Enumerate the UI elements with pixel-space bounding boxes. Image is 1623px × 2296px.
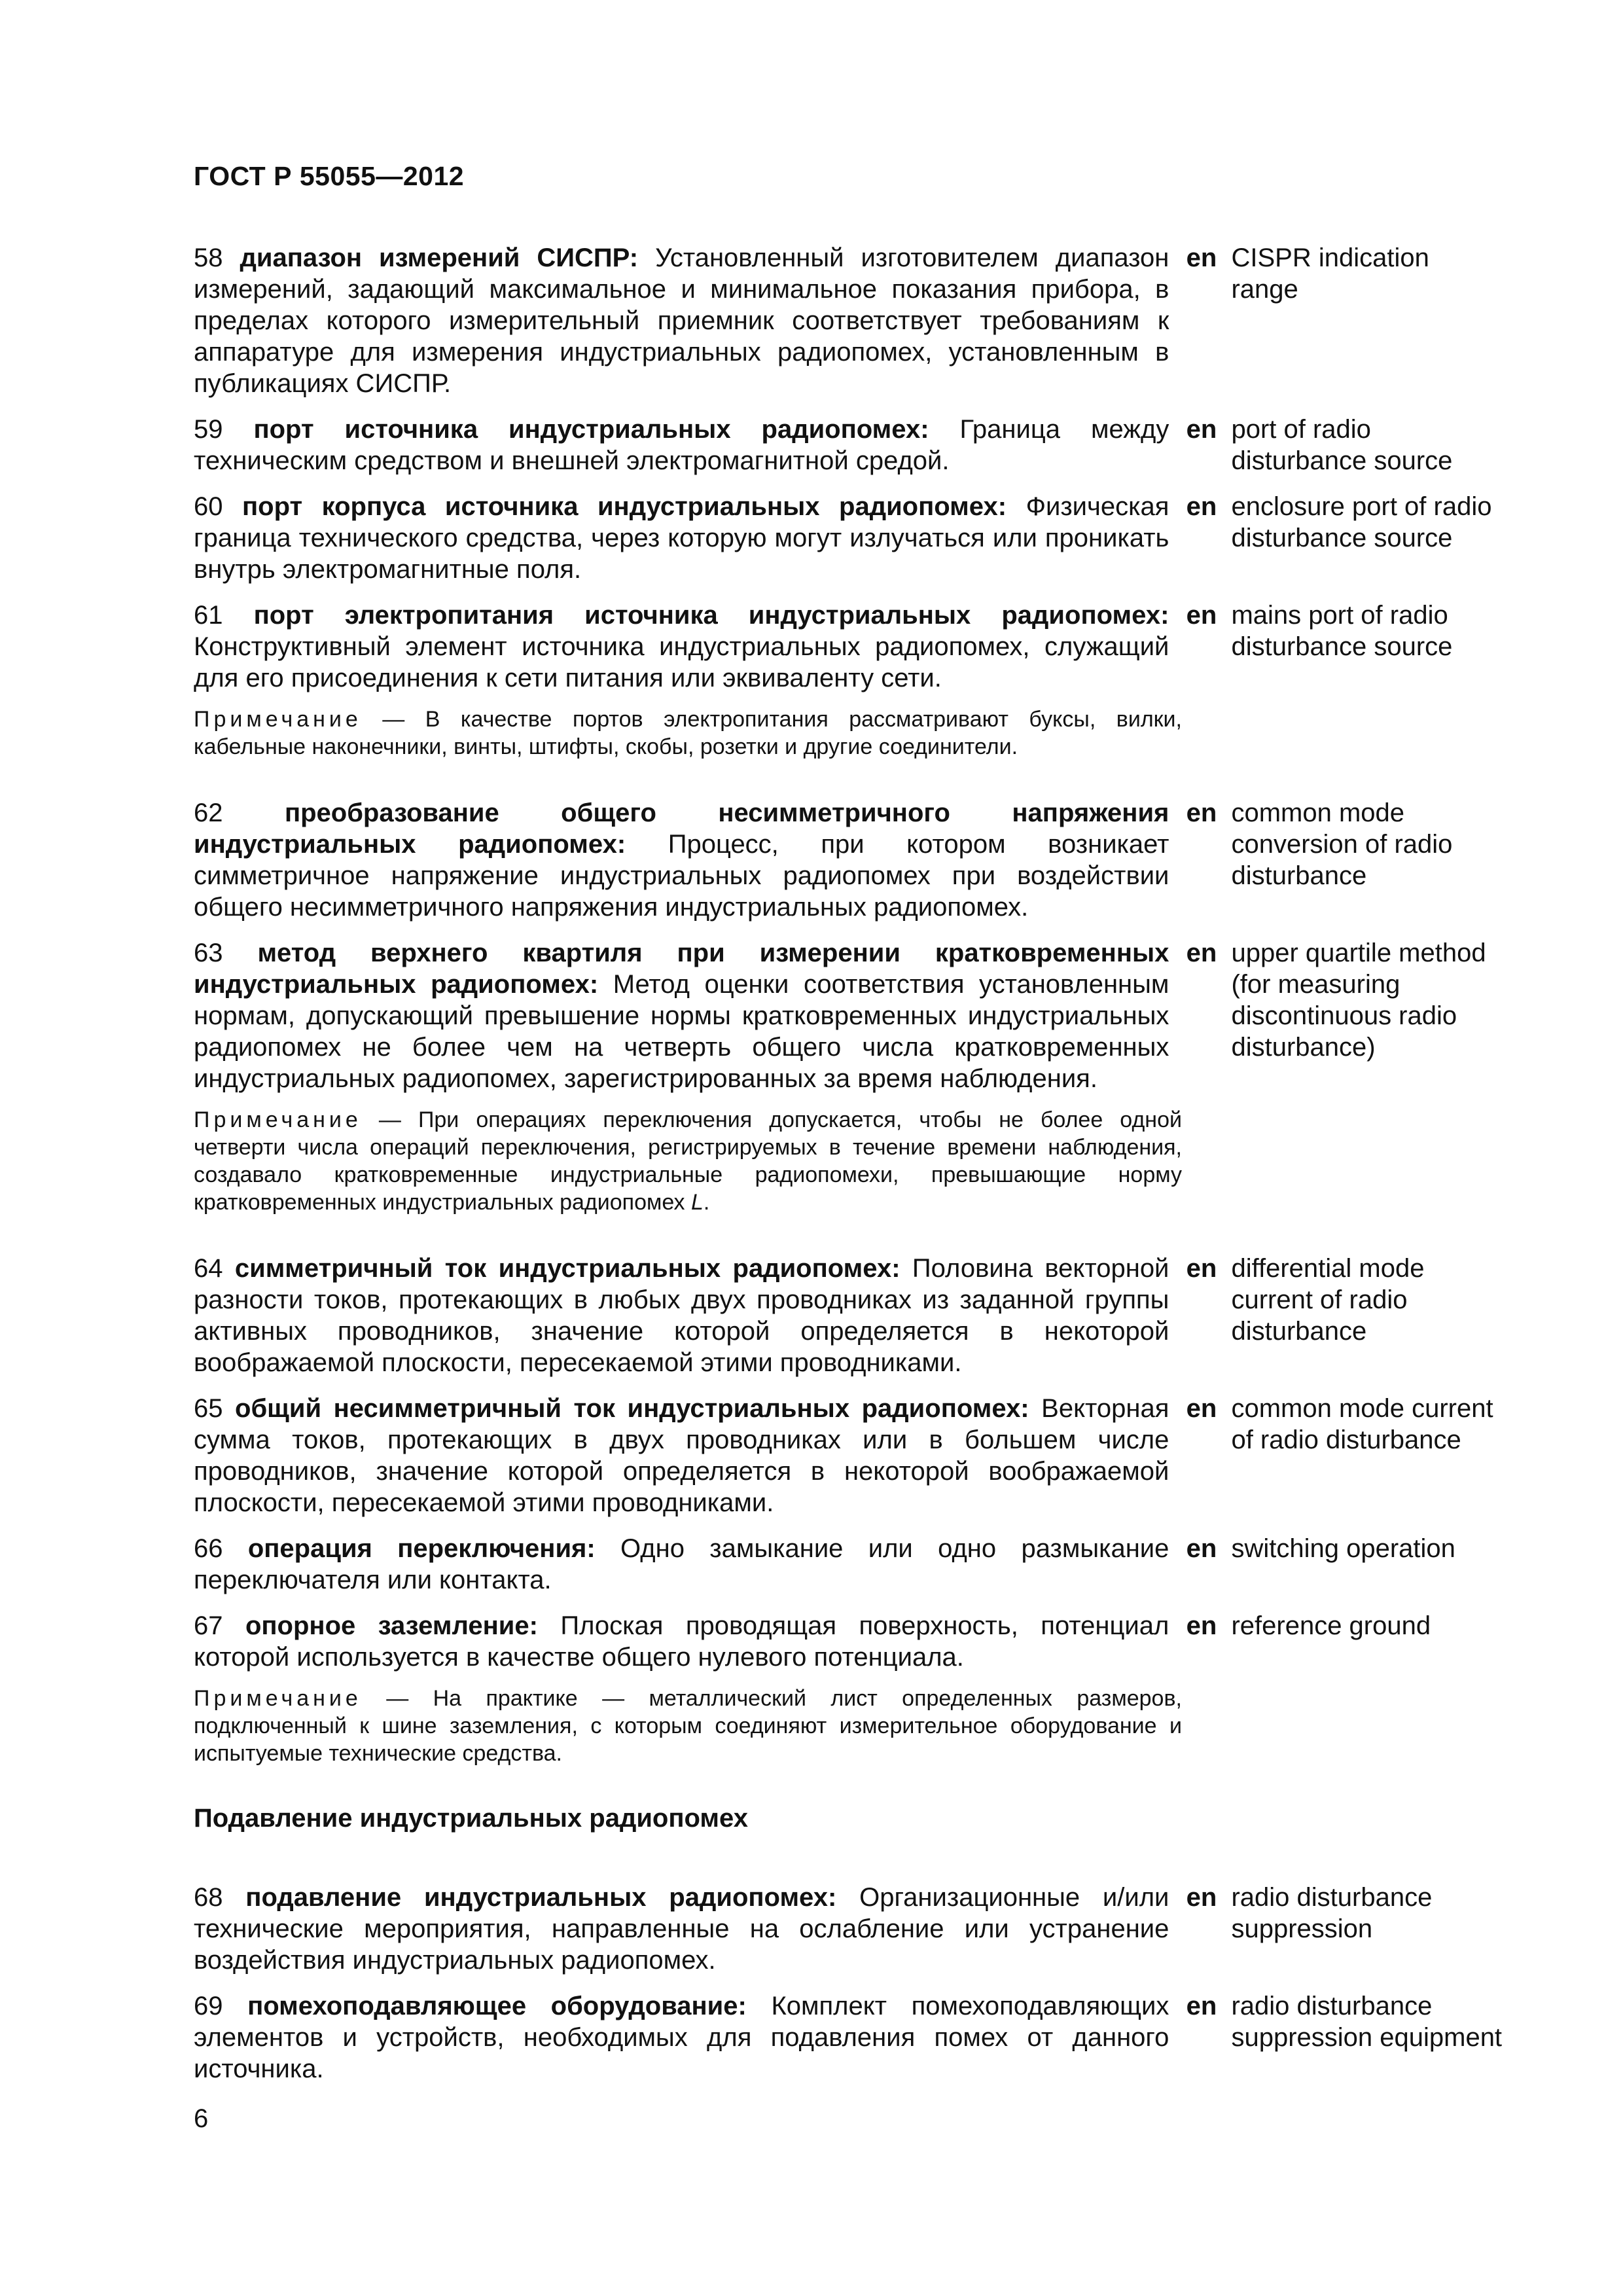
note-dash: — — [361, 707, 425, 732]
page-number: 6 — [194, 2104, 209, 2133]
language-code: en — [1186, 243, 1217, 272]
entry-number: 66 — [194, 1534, 223, 1563]
english-term: common mode conversion of radio disturbance — [1231, 798, 1453, 890]
entry-number: 60 — [194, 492, 223, 521]
term-list — [194, 242, 1503, 2099]
note-label: Примечание — [194, 1686, 362, 1711]
note-label: Примечание — [194, 1107, 362, 1132]
entry-definition: Половина векторной разности токов, протекающих в любых двух проводниках из заданной группы активных проводников, значение которой определяется в некоторой воображаемой плоскости, пересекаемой этими проводниками. — [194, 1254, 1169, 1377]
note-text: В качестве портов электропитания рассматривают буксы, вилки, кабельные наконечники, винты, штифты, скобы, розетки и другие соединители. — [194, 707, 1182, 759]
term-entry-69 — [194, 1990, 1503, 2085]
entry-term: порт корпуса источника индустриальных радиопомех: — [242, 492, 1007, 521]
entry-number: 65 — [194, 1394, 223, 1423]
entry-definition: Плоская проводящая поверхность, потенциал которой используется в качестве общего нулевого потенциала. — [194, 1611, 1169, 1672]
note-text: При операциях переключения допускается, чтобы не более одной четверти числа операций переключения, регистрируемых в течение времени наблюдения, создавало кратковременные индустриальные радиопомехи, превышающие норму кратковременных индустриальных радиопомех — [194, 1107, 1182, 1215]
entry-number: 68 — [194, 1883, 223, 1912]
english-term: radio disturbance suppression equipment — [1231, 1992, 1503, 2052]
note-text: На практике — металлический лист определенных размеров, подключенный к шине заземления, с которым соединяют измерительное оборудование и испытуемые технические средства. — [194, 1686, 1182, 1766]
note-61 — [194, 706, 1182, 761]
note-label: Примечание — [194, 707, 362, 732]
language-code: en — [1186, 939, 1217, 967]
entry-definition: Метод оценки соответствия установленным нормам, допускающий превышение нормы кратковременных индустриальных радиопомех не более чем на четверть общего числа кратковременных индустриальных радиопомех, зарегистрированных за время наблюдения. — [194, 970, 1169, 1093]
entry-definition: Комплект помехоподавляющих элементов и устройств, необходимых для подавления помех от данного источника. — [194, 1992, 1169, 2083]
language-code: en — [1186, 415, 1217, 444]
term-entry-61 — [194, 600, 1503, 694]
language-code: en — [1186, 1254, 1217, 1283]
note-symbol: L — [690, 1190, 704, 1215]
english-term: switching operation — [1231, 1534, 1455, 1563]
entry-definition: Установленный изготовителем диапазон измерений, задающий максимальное и минимальное показания прибора, в пределах которого измерительный приемник соответствует требованиям к аппаратуре для измерения индустриальных радиопомех, установленным в публикациях СИСПР. — [194, 243, 1169, 398]
note-dash: — — [361, 1686, 433, 1711]
entry-number: 62 — [194, 798, 223, 827]
language-code: en — [1186, 1992, 1217, 2020]
entry-number: 61 — [194, 601, 223, 630]
language-code: en — [1186, 492, 1217, 521]
entry-term: диапазон измерений СИСПР: — [240, 243, 639, 272]
entry-term: симметричный ток индустриальных радиопомех: — [234, 1254, 901, 1283]
entry-definition: Одно замыкание или одно размыкание переключателя или контакта. — [194, 1534, 1169, 1594]
entry-term: порт электропитания источника индустриальных радиопомех: — [253, 601, 1169, 630]
english-term: upper quartile method (for measuring discontinuous radio disturbance) — [1231, 939, 1486, 1062]
english-term: CISPR indication range — [1231, 243, 1429, 304]
language-code: en — [1186, 1611, 1217, 1640]
language-code: en — [1186, 1534, 1217, 1563]
entry-definition: Физическая граница технического средства, через которую могут излучаться или проникать внутрь электромагнитные поля. — [194, 492, 1169, 584]
term-entry-64 — [194, 1253, 1503, 1378]
entry-number: 59 — [194, 415, 223, 444]
note-63: Примечание — При операциях переключения допускается, чтобы не более одной четверти числа операций переключения, регистрируемых в течение времени наблюдения, создавало кратковременные индустриальные радиопомехи, превышающие норму кратковременных индустриальных радиопомех L. — [194, 1107, 1182, 1215]
entry-term: подавление индустриальных радиопомех: — [245, 1883, 837, 1912]
note-67 — [194, 1685, 1182, 1767]
term-entry-65 — [194, 1393, 1503, 1518]
entry-number: 64 — [194, 1254, 223, 1283]
english-term: radio disturbance suppression — [1231, 1883, 1433, 1943]
entry-term: общий несимметричный ток индустриальных радиопомех: — [235, 1394, 1029, 1423]
entry-definition: Конструктивный элемент источника индустриальных радиопомех, служащий для его присоединения к сети питания или эквиваленту сети. — [194, 632, 1169, 692]
language-code: en — [1186, 1883, 1217, 1912]
language-code: en — [1186, 601, 1217, 630]
english-term: differential mode current of radio disturbance — [1231, 1254, 1425, 1346]
term-entry-67 — [194, 1610, 1503, 1673]
note-dash: — — [361, 1107, 418, 1132]
document-header: ГОСТ Р 55055—2012 — [194, 161, 465, 191]
term-entry-66 — [194, 1533, 1503, 1596]
entry-number: 69 — [194, 1992, 223, 2020]
entry-number: 67 — [194, 1611, 223, 1640]
term-entry-62 — [194, 797, 1503, 923]
entry-term: операция переключения: — [247, 1534, 596, 1563]
language-code: en — [1186, 798, 1217, 827]
entry-definition: Векторная сумма токов, протекающих в двух проводниках или в большем числе проводников, значение которой определяется в некоторой воображаемой плоскости, пересекаемой этими проводниками. — [194, 1394, 1169, 1517]
entry-definition: Организационные и/или технические мероприятия, направленные на ослабление или устранение воздействия индустриальных радиопомех. — [194, 1883, 1169, 1975]
entry-term: порт источника индустриальных радиопомех: — [253, 415, 929, 444]
entry-term: метод верхнего квартиля при измерении кратковременных индустриальных радиопомех: — [194, 939, 1169, 999]
term-entry-58 — [194, 242, 1503, 399]
entry-definition: Граница между техническим средством и внешней электромагнитной средой. — [194, 415, 1169, 475]
entry-definition: Процесс, при котором возникает симметричное напряжение индустриальных радиопомех при воздействии общего несимметричного напряжения индустриальных радиопомех. — [194, 830, 1169, 922]
english-term: mains port of radio disturbance source — [1231, 601, 1453, 661]
english-term: enclosure port of radio disturbance source — [1231, 492, 1492, 552]
term-entry-68 — [194, 1882, 1503, 1976]
term-entry-60 — [194, 491, 1503, 585]
term-entry-63 — [194, 937, 1503, 1094]
english-term: port of radio disturbance source — [1231, 415, 1453, 475]
section-heading: Подавление индустриальных радиопомех — [194, 1804, 748, 1833]
entry-number: 63 — [194, 939, 223, 967]
term-entry-59 — [194, 414, 1503, 476]
entry-number: 58 — [194, 243, 223, 272]
entry-term: опорное заземление: — [245, 1611, 538, 1640]
entry-term: преобразование общего несимметричного напряжения индустриальных радиопомех: — [194, 798, 1169, 859]
entry-term: помехоподавляющее оборудование: — [247, 1992, 747, 2020]
english-term: common mode current of radio disturbance — [1231, 1394, 1493, 1454]
language-code: en — [1186, 1394, 1217, 1423]
english-term: reference ground — [1231, 1611, 1431, 1640]
